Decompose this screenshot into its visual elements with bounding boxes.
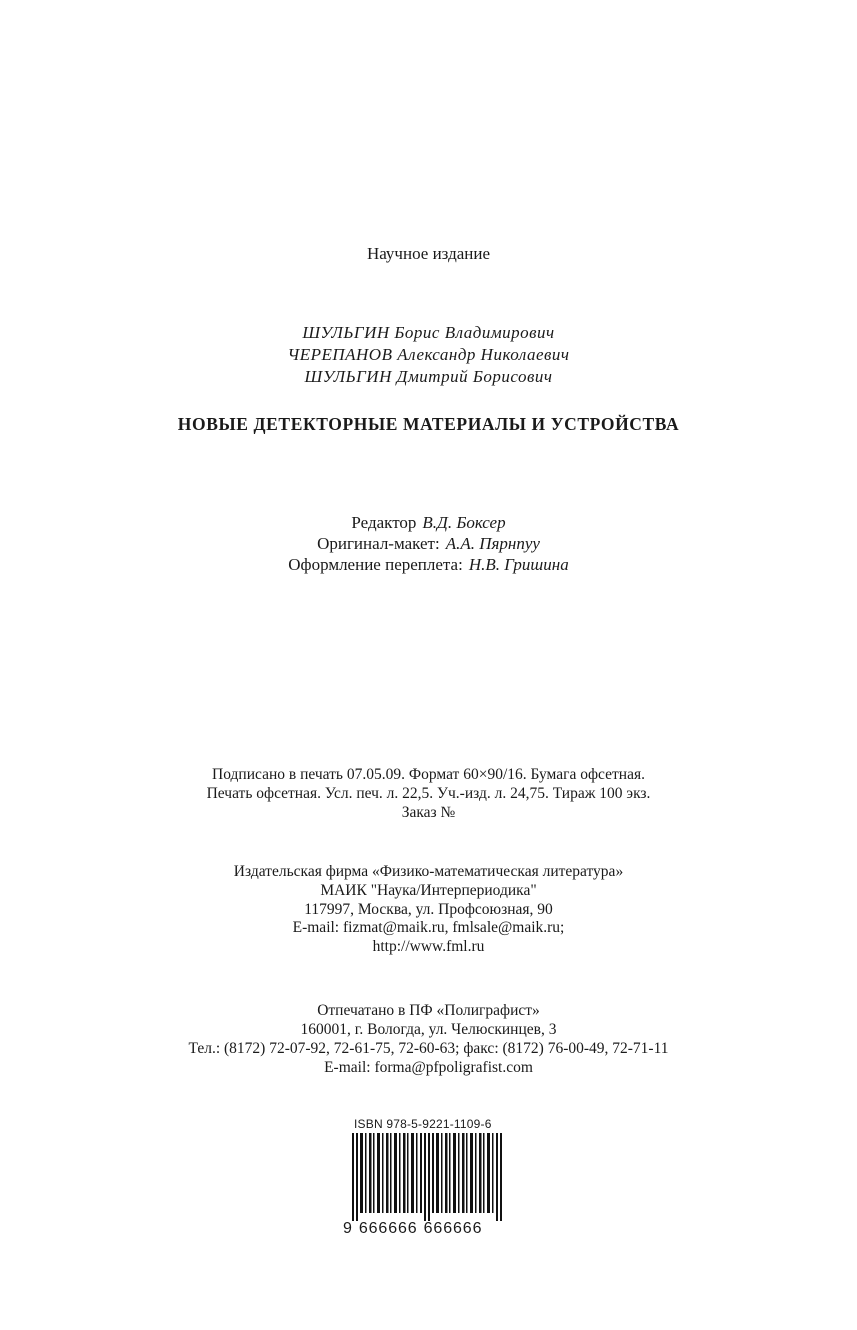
author-3-surname: ШУЛЬГИН xyxy=(304,367,392,386)
publisher-line-3: 117997, Москва, ул. Профсоюзная, 90 xyxy=(304,901,553,918)
printer-email: E-mail: forma@pfpoligrafist.com xyxy=(324,1059,533,1076)
credit-editor-role: Редактор xyxy=(351,513,417,532)
credit-cover-role: Оформление переплета: xyxy=(288,555,463,574)
publisher-website: http://www.fml.ru xyxy=(372,938,485,955)
barcode-digits-left: 666666 xyxy=(358,1220,418,1237)
author-3-name: Дмитрий Борисович xyxy=(396,367,553,386)
author-2-name: Александр Николаевич xyxy=(397,345,570,364)
credit-editor xyxy=(0,514,857,531)
publisher-email: E-mail: fizmat@maik.ru, fmlsale@maik.ru; xyxy=(292,919,565,936)
author-2 xyxy=(0,346,857,363)
printer-phone: Тел.: (8172) 72-07-92, 72-61-75, 72-60-63; факс: (8172) 76-00-49, 72-71-11 xyxy=(188,1040,669,1057)
publisher-line-2: МАИК "Наука/Интерпериодика" xyxy=(320,882,537,899)
credit-cover-name: Н.В. Гришина xyxy=(468,555,569,574)
credit-cover xyxy=(0,556,857,573)
publication-type: Научное издание xyxy=(366,244,491,263)
print-info-line-2: Печать офсетная. Усл. печ. л. 22,5. Уч.-изд. л. 24,75. Тираж 100 экз. xyxy=(206,785,651,802)
isbn-label: ISBN 978-5-9221-1109-6 xyxy=(354,1117,492,1131)
printer-line-2: 160001, г. Вологда, ул. Челюскинцев, 3 xyxy=(300,1021,557,1038)
author-1-name: Борис Владимирович xyxy=(394,323,555,342)
credit-layout-name: А.А. Пярнпуу xyxy=(445,534,540,553)
author-1-surname: ШУЛЬГИН xyxy=(302,323,390,342)
print-info-line-3: Заказ № xyxy=(401,804,456,821)
credit-layout-role: Оригинал-макет: xyxy=(317,534,440,553)
printer-line-1: Отпечатано в ПФ «Полиграфист» xyxy=(317,1002,540,1019)
credit-editor-name: В.Д. Боксер xyxy=(422,513,506,532)
barcode-image xyxy=(352,1133,504,1221)
barcode-digit-first: 9 xyxy=(343,1220,353,1237)
author-2-surname: ЧЕРЕПАНОВ xyxy=(287,345,393,364)
publisher-line-1: Издательская фирма «Физико-математическая литература» xyxy=(233,863,624,880)
book-title: НОВЫЕ ДЕТЕКТОРНЫЕ МАТЕРИАЛЫ И УСТРОЙСТВА xyxy=(177,414,680,434)
barcode-digits-right: 666666 xyxy=(423,1220,483,1237)
author-3 xyxy=(0,368,857,385)
credit-layout xyxy=(0,535,857,552)
barcode-digits xyxy=(343,1220,482,1238)
author-1 xyxy=(0,324,857,341)
print-info-line-1: Подписано в печать 07.05.09. Формат 60×90/16. Бумага офсетная. xyxy=(212,766,645,783)
